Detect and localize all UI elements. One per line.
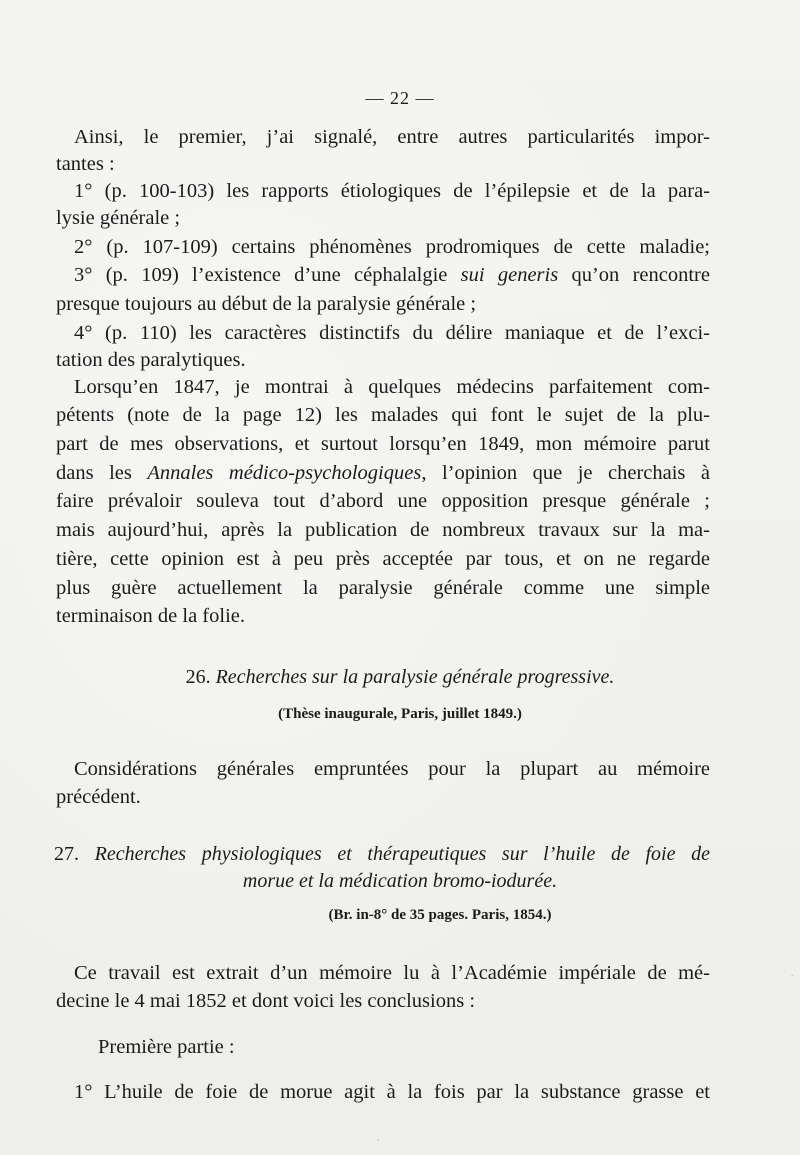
text-line: terminaison de la folie.: [56, 605, 245, 627]
page-number: — 22 —: [365, 88, 435, 108]
text-line: Ce travail est extrait d’un mémoire lu à l’Académie impériale de mé-: [74, 962, 710, 984]
text-line: 1° L’huile de foie de morue agit à la fois par la substance grasse et: [74, 1081, 710, 1103]
section-number: 26.: [185, 666, 211, 688]
text-line: faire prévaloir souleva tout d’abord une opposition presque générale ;: [56, 490, 710, 512]
text-line: Lorsqu’en 1847, je montrai à quelques médecins parfaitement com-: [74, 376, 710, 398]
text-line: tière, cette opinion est à peu près acceptée par tous, et on ne regarde: [56, 548, 710, 570]
text-line: 4° (p. 110) les caractères distinctifs du délire maniaque et de l’exci-: [74, 322, 710, 344]
text-line: Considérations générales empruntées pour la plupart au mémoire: [74, 758, 710, 780]
section-26-subtitle: (Thèse inaugurale, Paris, juillet 1849.): [278, 706, 522, 722]
bleed-through-mark: ·: [376, 1132, 381, 1147]
section-27-subtitle: (Br. in-8° de 35 pages. Paris, 1854.): [328, 907, 552, 923]
text-line: presque toujours au début de la paralysie générale ;: [56, 293, 477, 315]
journal-title: Annales médico-psychologiques: [147, 462, 422, 484]
text-line-l13: [56, 460, 710, 486]
section-27-heading-cont: morue et la médication bromo-iodurée.: [242, 870, 558, 892]
text-line: 2° (p. 107-109) certains phénomènes prodromiques de cette maladie;: [74, 236, 710, 258]
section-26-heading: [0, 666, 800, 689]
section-title: Recherches physiologiques et thérapeutiques sur l’huile de foie de: [94, 843, 710, 865]
text-line: Ainsi, le premier, j’ai signalé, entre autres particularités impor-: [74, 126, 710, 148]
text-line: plus guère actuellement la paralysie générale comme une simple: [56, 577, 710, 599]
part-heading: Première partie :: [98, 1036, 235, 1058]
text-line-l6: [74, 262, 710, 288]
text-line: part de mes observations, et surtout lorsqu’en 1849, mon mémoire parut: [56, 433, 710, 455]
italic-term: sui generis: [460, 264, 559, 286]
text-line: tation des paralytiques.: [56, 349, 246, 371]
bleed-through-mark: ·: [790, 968, 795, 983]
section-title: Recherches sur la paralysie générale progressive.: [215, 666, 615, 688]
section-27-heading: [54, 843, 710, 866]
text-line: précédent.: [56, 786, 141, 808]
text-run: dans les: [56, 462, 148, 484]
text-line: tantes :: [56, 153, 115, 175]
text-line: lysie générale ;: [56, 207, 181, 229]
section-number: 27.: [54, 843, 79, 865]
text-run: , l’opinion que je cherchais à: [421, 462, 710, 484]
text-line: pétents (note de la page 12) les malades qui font le sujet de la plu-: [56, 404, 710, 426]
text-line: mais aujourd’hui, après la publication de nombreux travaux sur la ma-: [56, 519, 710, 541]
text-run: qu’on rencontre: [558, 264, 710, 286]
text-run: 3° (p. 109) l’existence d’une céphalalgie: [74, 264, 461, 286]
text-line: decine le 4 mai 1852 et dont voici les conclusions :: [56, 990, 476, 1012]
text-line: 1° (p. 100-103) les rapports étiologiques de l’épilepsie et de la para-: [74, 180, 710, 202]
